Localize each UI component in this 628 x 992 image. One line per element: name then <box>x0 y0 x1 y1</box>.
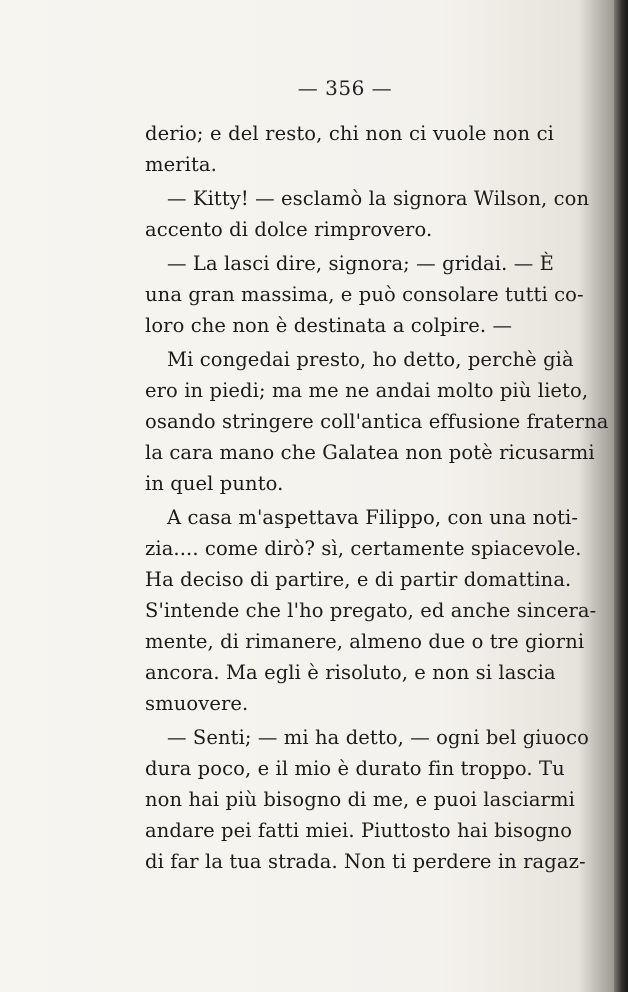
text-line: la cara mano che Galatea non potè ricusarmi <box>145 441 595 464</box>
text-line: derio; e del resto, chi non ci vuole non ci <box>145 122 554 145</box>
paragraph <box>145 248 584 341</box>
text-line: — Senti; — mi ha detto, — ogni bel giuoco <box>167 726 589 749</box>
text-line: merita. <box>145 153 217 176</box>
text-line: ancora. Ma egli è risoluto, e non si lascia <box>145 661 556 684</box>
text-line: zia.... come dirò? sì, certamente spiacevole. <box>145 537 582 560</box>
paragraph <box>145 722 589 877</box>
text-line: loro che non è destinata a colpire. — <box>145 314 513 337</box>
text-line: di far la tua strada. Non ti perdere in ragaz- <box>145 850 586 873</box>
paragraph <box>145 183 590 245</box>
text-line: Ha deciso di partire, e di partir domattina. <box>145 568 572 591</box>
paragraph <box>145 118 554 180</box>
text-line: — La lasci dire, signora; — gridai. — È <box>167 252 554 275</box>
text-line: andare pei fatti miei. Piuttosto hai bisogno <box>145 819 573 842</box>
text-line: mente, di rimanere, almeno due o tre giorni <box>145 630 585 653</box>
text-line: accento di dolce rimprovero. <box>145 218 433 241</box>
page-number: — 356 — <box>297 76 393 100</box>
text-line: una gran massima, e può consolare tutti co- <box>145 283 584 306</box>
text-line: osando stringere coll'antica effusione fraterna <box>145 410 609 433</box>
text-line: Mi congedai presto, ho detto, perchè già <box>167 348 574 371</box>
body-text <box>145 118 609 877</box>
text-line: A casa m'aspettava Filippo, con una noti- <box>167 506 579 529</box>
text-line: non hai più bisogno di me, e puoi lasciarmi <box>145 788 575 811</box>
paragraph <box>145 344 609 499</box>
text-line: smuovere. <box>145 692 249 715</box>
page-spine-edge <box>614 0 628 992</box>
text-line: S'intende che l'ho pregato, ed anche sincera- <box>145 599 597 622</box>
text-line: dura poco, e il mio è durato fin troppo. Tu <box>145 757 565 780</box>
text-line: in quel punto. <box>145 472 284 495</box>
paragraph <box>145 502 597 719</box>
text-line: ero in piedi; ma me ne andai molto più lieto, <box>145 379 589 402</box>
text-line: — Kitty! — esclamò la signora Wilson, con <box>167 187 590 210</box>
